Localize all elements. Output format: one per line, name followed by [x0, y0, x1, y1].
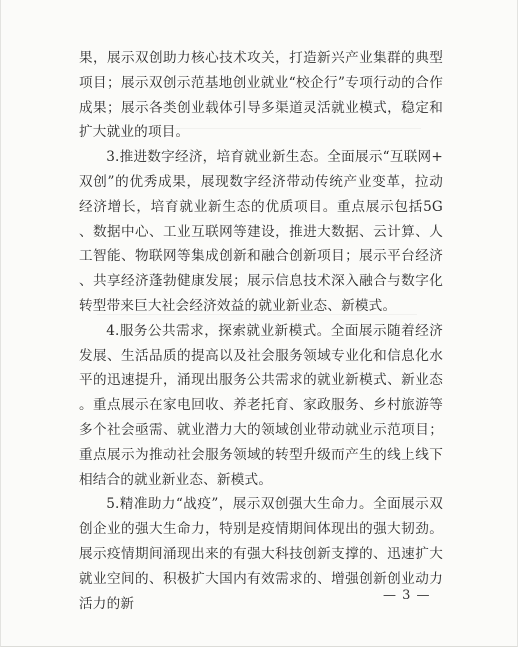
paragraph-fight-epidemic: 5.精准助力“战疫”，展示双创强大生命力。全面展示双创企业的强大生命力，特别是疫情期间体现出的强大韧劲。展示疫情期间涌现出来的有强大科技创新支撑的、迅速扩大就业空间的、积极扩大国内有效需求的、增强创新创业动力活力的新 [79, 496, 443, 612]
page-number: — 3 — [383, 588, 431, 603]
paragraph-public-services: 4.服务公共需求，探索就业新模式。全面展示随着经济发展、生活品质的提高以及社会服务领域专业化和信息化水平的迅速提升，涌现出服务公共需求的就业新模式、新业态。重点展示在家电回收、养老托育、家政服务、乡村旅游等多个社会亟需、就业潜力大的领域创业带动就业示范项目；重点展示为推动社会服务领域的转型升级而产生的线上线下相结合的就业新业态、新模式。 [79, 322, 443, 488]
paragraph-continuation: 果，展示双创助力核心技术攻关，打造新兴产业集群的典型项目；展示双创示范基地创业就业“校企行”专项行动的合作成果；展示各类创业载体引导多渠道灵活就业模式，稳定和扩大就业的项目。 [79, 50, 443, 141]
document-body [79, 46, 443, 616]
paragraph-digital-economy: 3.推进数字经济，培育就业新生态。全面展示“互联网+双创”的优秀成果，展现数字经济带动传统产业变革，拉动经济增长，培育就业新生态的优质项目。重点展示包括5G、数据中心、工业互联网等建设，推进大数据、云计算、人工智能、物联网等集成创新和融合创新项目；展示平台经济、共享经济蓬勃健康发展；展示信息技术深入融合与数字化转型带来巨大社会经济效益的就业新业态、新模式。 [79, 149, 443, 314]
